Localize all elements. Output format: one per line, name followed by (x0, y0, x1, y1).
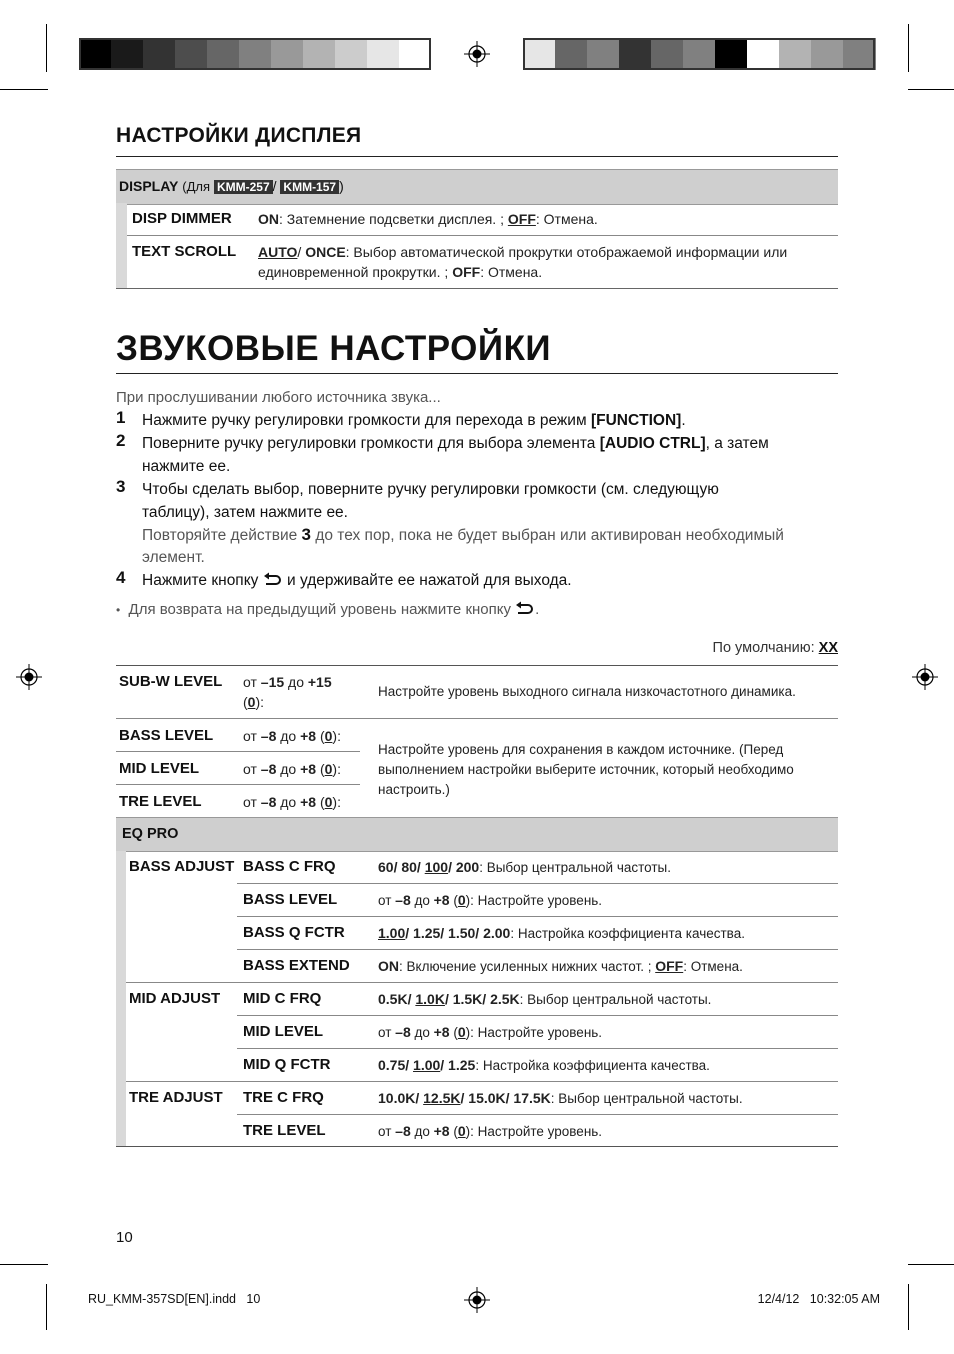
step-text (142, 432, 769, 455)
range-value: +8 (300, 794, 317, 810)
row-divider (126, 1081, 838, 1082)
step-number: 4 (116, 568, 126, 587)
desc-text: ( (449, 893, 458, 908)
color-bar-frame (79, 38, 431, 70)
option-value: OFF (452, 264, 481, 280)
option-value: 1.0K (415, 991, 445, 1007)
option-value: / 1.25 (440, 1057, 476, 1073)
crop-mark (908, 24, 909, 72)
step-text: нажмите ее. (142, 458, 231, 475)
step-text-part: Нажмите кнопку (142, 572, 263, 589)
level-row-range (243, 794, 341, 810)
note-text: до тех пор, пока не будет выбран или активирован необходимый (311, 527, 784, 544)
separator: ) (339, 178, 344, 194)
eq-group-label: MID ADJUST (129, 990, 221, 1007)
row-divider (237, 949, 838, 950)
page-number: 10 (116, 1229, 133, 1246)
display-table-header (116, 169, 838, 205)
table-bottom-border (116, 1146, 838, 1147)
option-value: / 15.0K/ 17.5K (460, 1090, 551, 1106)
range-text: ( (316, 794, 325, 810)
section-title-display: НАСТРОЙКИ ДИСПЛЕЯ (116, 124, 362, 147)
desc-text: от (378, 1025, 396, 1040)
crop-mark (908, 1284, 909, 1330)
level-row-label: TRE LEVEL (119, 793, 202, 810)
step-text-part: и удерживайте ее нажатой для выхода. (282, 572, 572, 589)
default-value: 0 (324, 728, 333, 744)
desc-text: ): Настройте уровень. (465, 1025, 603, 1040)
eq-item-desc (378, 1057, 710, 1073)
row-divider (237, 1048, 838, 1049)
option-value: OFF (655, 958, 684, 974)
desc-text: : Отмена. (535, 211, 598, 227)
color-bar-frame (523, 38, 875, 70)
range-value: +15 (307, 674, 332, 690)
desc-text: : Настройка коэффициента качества. (510, 926, 745, 941)
bullet-text: . (535, 601, 540, 618)
desc-line: Настройте уровень для сохранения в каждом источнике. (Перед (378, 742, 784, 757)
option-value: 60/ 80/ (378, 859, 425, 875)
option-value: 0 (457, 1024, 466, 1040)
desc-text: ( (449, 1025, 458, 1040)
default-label: По умолчанию: (712, 640, 819, 656)
separator: / (272, 178, 277, 194)
default-value: XX (818, 640, 838, 656)
disp-dimmer-desc (258, 211, 598, 227)
desc-line: настроить.) (378, 782, 450, 797)
option-value: AUTO (258, 244, 298, 260)
row-divider (237, 1015, 838, 1016)
step-note: элемент. (142, 549, 205, 566)
desc-text: от (378, 893, 396, 908)
step-text-part: . (681, 412, 686, 429)
row-divider (237, 916, 838, 917)
eq-group-label: BASS ADJUST (129, 858, 235, 875)
row-divider (127, 235, 838, 236)
range-text: до (276, 794, 301, 810)
crop-mark (908, 1264, 954, 1265)
option-value: 10.0K/ (378, 1090, 424, 1106)
desc-text: ( (449, 1124, 458, 1139)
option-value: / 200 (448, 859, 480, 875)
range-value: –8 (260, 794, 277, 810)
bullet-icon: • (116, 603, 121, 617)
desc-text: : Настройка коэффициента качества. (475, 1058, 710, 1073)
eq-item-label: TRE C FRQ (243, 1089, 324, 1106)
crop-mark (0, 89, 48, 90)
option-value: –8 (395, 892, 411, 908)
option-value: 12.5K (423, 1090, 461, 1106)
step-text: таблицу), затем нажмите ее. (142, 504, 348, 521)
desc-text: : Выбор центральной частоты. (550, 1091, 743, 1106)
intro-text: При прослушивании любого источника звука... (116, 389, 441, 406)
step-note (142, 523, 784, 547)
desc-text: до (410, 893, 434, 908)
eq-pro-label: EQ PRO (122, 826, 179, 842)
option-value: OFF (507, 211, 536, 227)
desc-text: до (410, 1124, 434, 1139)
eq-item-label: BASS Q FCTR (243, 924, 345, 941)
desc-text: единовременной прокрутки. ; (258, 264, 453, 280)
crop-mark (908, 89, 954, 90)
section-title-audio: ЗВУКОВЫЕ НАСТРОЙКИ (116, 329, 552, 368)
row-divider (237, 883, 838, 884)
level-row-label: MID LEVEL (119, 760, 200, 777)
model-tag: KMM-257 (214, 180, 273, 194)
range-value: –8 (260, 761, 277, 777)
desc-text: до (410, 1025, 434, 1040)
eq-item-label: BASS EXTEND (243, 957, 350, 974)
text-scroll-desc (258, 244, 787, 260)
range-text: ): (255, 694, 265, 710)
step-text-part: Поверните ручку регулировки громкости для выбора элемента (142, 435, 600, 452)
range-text: ): (332, 761, 341, 777)
eq-item-desc (378, 958, 743, 974)
step-text-part: Нажмите ручку регулировки громкости для перехода в режим (142, 412, 591, 429)
display-header-label: DISPLAY (119, 178, 179, 194)
row-divider (126, 982, 838, 983)
range-value: –8 (260, 728, 277, 744)
registration-mark-icon (912, 664, 938, 690)
step-number: 3 (116, 477, 126, 496)
eq-item-desc (378, 1024, 602, 1040)
option-value: 1.00 (413, 1057, 441, 1073)
row-divider (116, 288, 838, 289)
eq-item-label: MID C FRQ (243, 990, 322, 1007)
desc-text: ): Настройте уровень. (465, 893, 603, 908)
row-divider (237, 1114, 838, 1115)
range-value: +8 (300, 728, 317, 744)
default-legend (713, 640, 838, 656)
eq-sidebar (116, 851, 126, 1147)
default-value: 0 (247, 694, 256, 710)
display-header-text (119, 178, 344, 194)
option-value: ON (258, 211, 279, 227)
option-value: ON (378, 958, 399, 974)
step-text (142, 569, 572, 592)
display-sidebar (116, 203, 127, 289)
default-value: 0 (324, 761, 333, 777)
desc-text: : Отмена. (480, 264, 543, 280)
option-value: 0 (457, 1123, 466, 1139)
eq-item-desc (378, 925, 745, 941)
option-value: –8 (395, 1024, 411, 1040)
levels-desc (378, 740, 794, 800)
eq-pro-header (116, 817, 838, 852)
text-scroll-desc-line2 (258, 264, 542, 280)
desc-text: : Отмена. (683, 959, 743, 974)
step-text: Чтобы сделать выбор, поверните ручку регулировки громкости (см. следующую (142, 481, 719, 498)
range-text: до (276, 761, 301, 777)
desc-text: : Выбор центральной частоты. (519, 992, 712, 1007)
eq-item-label: BASS LEVEL (243, 891, 338, 908)
range-text: ( (243, 694, 248, 710)
note-text: Повторяйте действие (142, 527, 302, 544)
option-value: +8 (433, 892, 450, 908)
eq-item-desc (378, 1090, 743, 1106)
step-command: [FUNCTION] (590, 412, 682, 429)
desc-line: выполнением настройки выберите источник, который необходимо (378, 762, 794, 777)
range-text: от (243, 728, 261, 744)
option-value: +8 (433, 1024, 450, 1040)
registration-mark-icon (464, 41, 490, 67)
table-top-border (116, 665, 838, 666)
desc-text: : Выбор автоматической прокрутки отображаемой информации или (345, 244, 788, 260)
level-row-range (243, 761, 341, 777)
subw-default (243, 694, 264, 710)
level-row-label: BASS LEVEL (119, 727, 214, 744)
eq-item-label: MID Q FCTR (243, 1056, 331, 1073)
eq-item-label: TRE LEVEL (243, 1122, 326, 1139)
eq-item-desc (378, 892, 602, 908)
range-value: +8 (300, 761, 317, 777)
range-text: до (284, 674, 308, 690)
registration-mark-icon (16, 664, 42, 690)
range-text: от (243, 761, 261, 777)
step-text (142, 409, 686, 432)
eq-item-label: BASS C FRQ (243, 858, 336, 875)
desc-text: ): Настройте уровень. (465, 1124, 603, 1139)
divider (116, 373, 838, 374)
desc-text: : Включение усиленных нижних частот. ; (399, 959, 656, 974)
step-command: [AUDIO CTRL] (599, 435, 706, 452)
option-value: –8 (395, 1123, 411, 1139)
eq-item-label: MID LEVEL (243, 1023, 324, 1040)
desc-text: : Выбор центральной частоты. (479, 860, 671, 875)
option-value: / 1.5K/ 2.5K (444, 991, 520, 1007)
display-header-for: (Для (182, 179, 211, 194)
back-return-icon (515, 601, 535, 615)
step-text-part: , а затем (705, 435, 769, 452)
eq-item-desc (378, 991, 711, 1007)
default-value: 0 (324, 794, 333, 810)
option-value: 0.5K/ (378, 991, 416, 1007)
row-divider (116, 718, 838, 719)
bullet-text: Для возврата на предыдущий уровень нажмите кнопку (128, 601, 516, 618)
bullet-note (116, 598, 539, 622)
desc-text: от (378, 1124, 396, 1139)
range-text: от (243, 674, 261, 690)
range-text: ( (316, 761, 325, 777)
option-value: 0 (457, 892, 466, 908)
registration-mark-icon (464, 1287, 490, 1313)
note-step-ref: 3 (301, 525, 312, 544)
disp-dimmer-label: DISP DIMMER (132, 210, 232, 227)
divider (116, 156, 838, 157)
step-number: 1 (116, 408, 126, 427)
step-number: 2 (116, 431, 126, 450)
option-value: 1.00 (378, 925, 406, 941)
range-text: до (276, 728, 301, 744)
subw-range (243, 674, 332, 690)
separator: / (297, 244, 306, 260)
eq-group-label: TRE ADJUST (129, 1089, 223, 1106)
range-value: –15 (260, 674, 285, 690)
subw-level-label: SUB-W LEVEL (119, 673, 223, 690)
eq-item-desc (378, 1123, 602, 1139)
subw-desc: Настройте уровень выходного сигнала низкочастотного динамика. (378, 684, 796, 699)
text-scroll-label: TEXT SCROLL (132, 243, 237, 260)
range-text: от (243, 794, 261, 810)
crop-mark (46, 1284, 47, 1330)
crop-mark (0, 1264, 48, 1265)
row-divider (116, 784, 360, 785)
footer-file: RU_KMM-357SD[EN].indd 10 (88, 1292, 261, 1306)
desc-text: : Затемнение подсветки дисплея. ; (279, 211, 508, 227)
back-return-icon (263, 572, 283, 586)
range-text: ): (332, 794, 341, 810)
model-tag: KMM-157 (280, 180, 339, 194)
range-text: ): (332, 728, 341, 744)
row-divider (116, 751, 360, 752)
option-value: +8 (433, 1123, 450, 1139)
eq-item-desc (378, 859, 671, 875)
footer-date: 12/4/12 10:32:05 AM (757, 1292, 880, 1306)
range-text: ( (316, 728, 325, 744)
option-value: 100 (424, 859, 449, 875)
option-value: ONCE (305, 244, 346, 260)
option-value: 0.75/ (378, 1057, 414, 1073)
crop-mark (46, 24, 47, 72)
option-value: / 1.25/ 1.50/ 2.00 (405, 925, 511, 941)
level-row-range (243, 728, 341, 744)
